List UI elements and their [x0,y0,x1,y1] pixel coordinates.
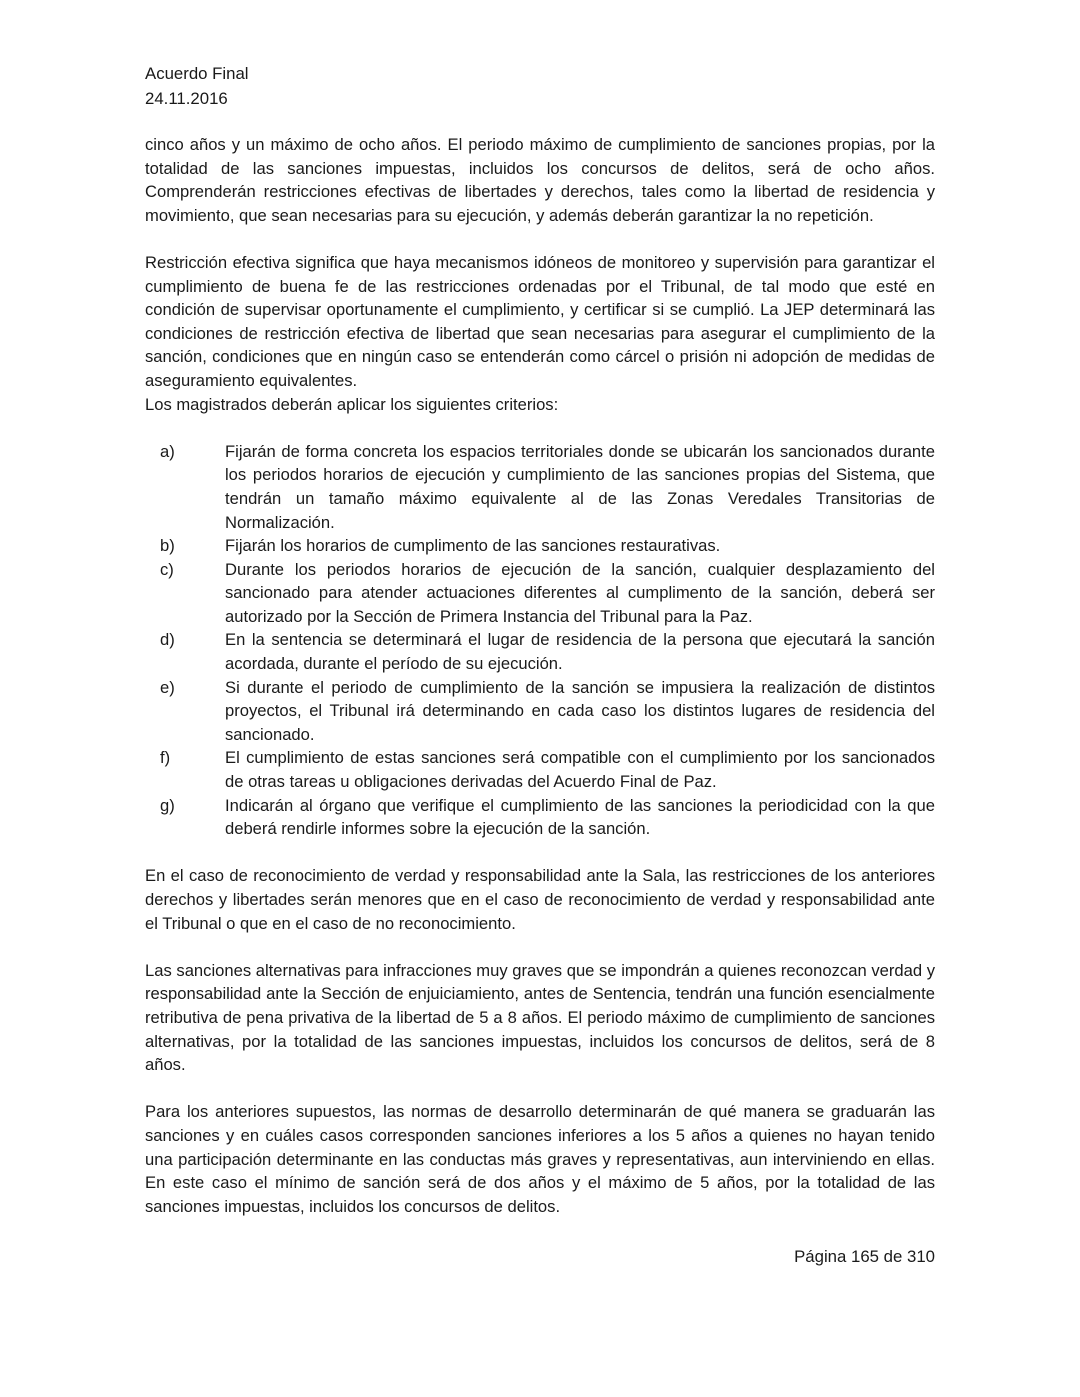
list-item [145,746,935,793]
document-page [145,62,935,1218]
criteria-list [145,440,935,841]
list-item-text: En la sentencia se determinará el lugar de residencia de la persona que ejecutará la sanción acordada, durante el período de su ejecución. [225,630,935,674]
list-item [145,440,935,534]
list-marker: a) [160,441,175,461]
paragraph-4: En el caso de reconocimiento de verdad y responsabilidad ante la Sala, las restricciones de los anteriores derechos y libertades serán menores que en el caso de reconocimiento de verdad y responsabilidad ante el Tribunal o que en el caso de no reconocimiento. [145,866,935,933]
list-marker: c) [160,559,174,579]
list-item-text: Si durante el periodo de cumplimiento de la sanción se impusiera la realización de distintos proyectos, el Tribunal irá determinando en cada caso los distintos lugares de residencia del sancionado. [225,677,935,744]
list-item-text: Indicarán al órgano que verifique el cumplimiento de las sanciones la periodicidad con la que deberá rendirle informes sobre la ejecución de la sanción. [225,795,935,839]
list-item-text: Durante los periodos horarios de ejecución de la sanción, cualquier desplazamiento del sancionado para atender actuaciones diferentes al cumplimento de la sanción, deberá ser autorizado por la Sección de Primera Instancia del Tribunal para la Paz. [225,559,935,626]
list-item-text: Fijarán de forma concreta los espacios territoriales donde se ubicarán los sancionados durante los periodos horarios de ejecución y cumplimiento de las sanciones propias del Sistema, que tendrán un tamaño máximo equivalente al de las Zonas Veredales Transitorias de Normalización. [225,441,935,532]
criteria-intro: Los magistrados deberán aplicar los siguientes criterios: [145,394,559,414]
list-item-text: Fijarán los horarios de cumplimento de las sanciones restaurativas. [225,536,721,556]
document-title: Acuerdo Final [145,64,249,83]
list-item [145,676,935,747]
list-marker: d) [160,630,175,650]
paragraph-6: Para los anteriores supuestos, las normas de desarrollo determinarán de qué manera se graduarán las sanciones y en cuáles casos corresponden sanciones inferiores a los 5 años a quienes no hayan tenido una participación determinante en las conductas más graves y representativas, aun interviniendo en ellas. En este caso el mínimo de sanción será de dos años y el máximo de 5 años, por la totalidad de las sanciones impuestas, incluidos los concursos de delitos. [145,1102,935,1216]
list-item [145,628,935,675]
list-marker: e) [160,677,175,697]
list-item-text: El cumplimiento de estas sanciones será compatible con el cumplimiento por los sancionados de otras tareas u obligaciones derivadas del Acuerdo Final de Paz. [225,748,935,792]
list-marker: g) [160,795,175,815]
list-marker: b) [160,536,175,556]
list-item [145,558,935,629]
list-item [145,534,935,558]
paragraph-5: Las sanciones alternativas para infracciones muy graves que se impondrán a quienes reconozcan verdad y responsabilidad ante la Sección de enjuiciamiento, antes de Sentencia, tendrán una función esencialmente retributiva de pena privativa de la libertad de 5 a 8 años. El periodo máximo de cumplimiento de sanciones alternativas, por la totalidad de las sanciones impuestas, incluidos los concursos de delitos, será de 8 años. [145,960,935,1075]
page-header [145,62,935,111]
list-marker: f) [160,748,171,768]
paragraph-2: Restricción efectiva significa que haya mecanismos idóneos de monitoreo y supervisión para garantizar el cumplimiento de buena fe de las restricciones ordenadas por el Tribunal, de tal modo que esté en condición de supervisar oportunamente el cumplimiento, y certificar si se cumplió. La JEP determinará las condiciones de restricción efectiva de libertad que sean necesarias para asegurar el cumplimiento de la sanción, condiciones que en ningún caso se entenderán como cárcel o prisión ni adopción de medidas de aseguramiento equivalentes. [145,252,935,390]
page-number: Página 165 de 310 [794,1247,935,1266]
paragraph-1: cinco años y un máximo de ocho años. El periodo máximo de cumplimiento de sanciones propias, por la totalidad de las sanciones impuestas, incluidos los concursos de delitos, será de ocho años. Comprenderán restricciones efectivas de libertades y derechos, tales como la libertad de residencia y movimiento, que sean necesarias para su ejecución, y además deberán garantizar la no repetición. [145,135,935,225]
list-item [145,794,935,841]
document-date: 24.11.2016 [145,88,228,108]
